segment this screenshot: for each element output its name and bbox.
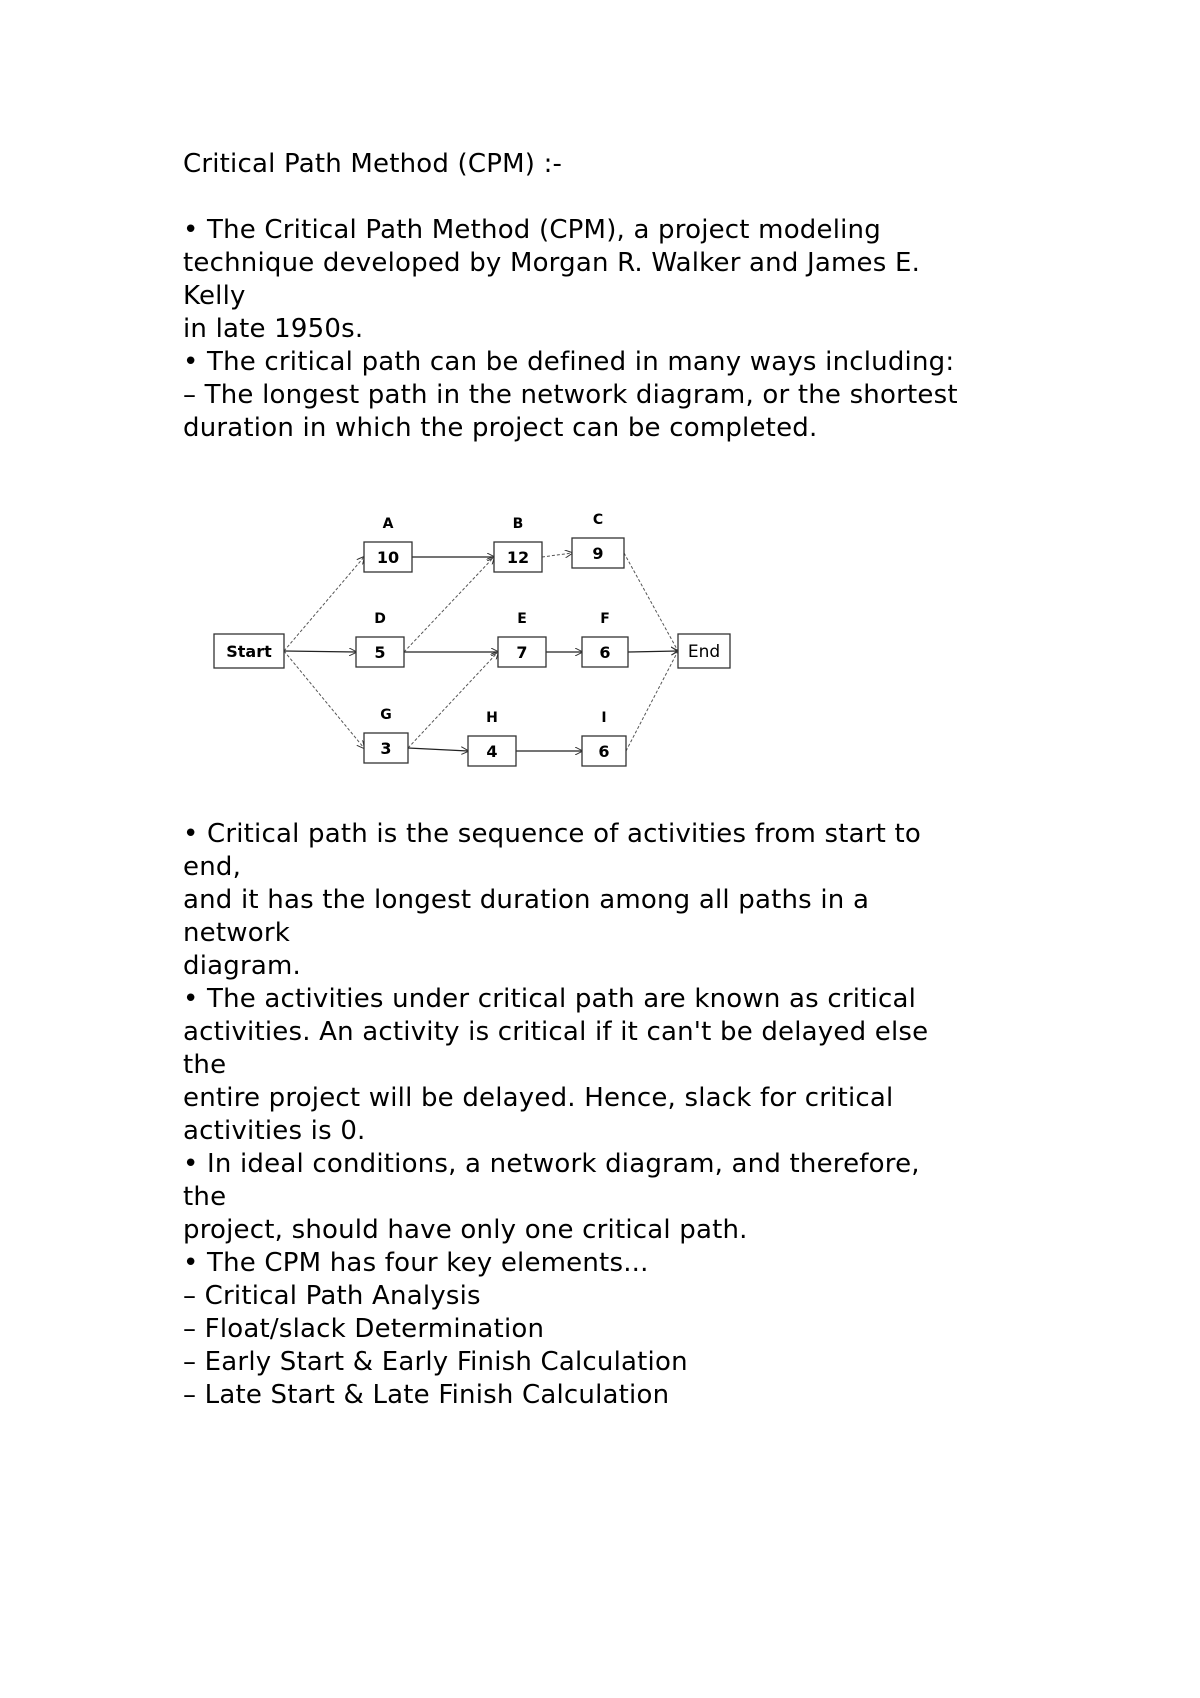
activity-label-d: D xyxy=(374,611,386,627)
activity-label-c: C xyxy=(592,512,604,528)
body-line: • The activities under critical path are known as critical xyxy=(183,984,917,1014)
activity-label-f: F xyxy=(600,611,610,627)
intro-line: technique developed by Morgan R. Walker and James E. xyxy=(183,248,921,278)
node-end xyxy=(678,634,730,668)
body-line: the xyxy=(183,1182,227,1212)
body-line: network xyxy=(183,918,290,948)
edge-d-b xyxy=(404,557,494,652)
document-title: Critical Path Method (CPM) :- xyxy=(183,149,563,179)
node-g xyxy=(364,733,408,763)
body-line: entire project will be delayed. Hence, slack for critical xyxy=(183,1083,894,1113)
terminal-label: End xyxy=(687,642,721,662)
body-line: – Float/slack Determination xyxy=(183,1314,545,1344)
body-line: • In ideal conditions, a network diagram, and therefore, xyxy=(183,1149,920,1179)
activity-duration: 3 xyxy=(380,739,392,758)
body-line: project, should have only one critical path. xyxy=(183,1215,748,1245)
body-line: • Critical path is the sequence of activities from start to xyxy=(183,819,921,849)
body-line: activities. An activity is critical if it can't be delayed else xyxy=(183,1017,929,1047)
body-line: and it has the longest duration among all paths in a xyxy=(183,885,870,915)
node-d xyxy=(356,637,404,667)
node-b xyxy=(494,542,542,572)
node-i xyxy=(582,736,626,766)
activity-duration: 7 xyxy=(516,643,528,662)
intro-line: Kelly xyxy=(183,281,246,311)
edge-start-g xyxy=(284,651,364,748)
edge-start-d xyxy=(284,651,356,652)
cpm-network-diagram xyxy=(200,500,760,780)
node-f xyxy=(582,637,628,667)
activity-label-a: A xyxy=(382,516,394,532)
edge-start-a xyxy=(284,557,364,651)
edge-c-end xyxy=(624,553,678,651)
activity-duration: 5 xyxy=(374,643,386,662)
activity-label-g: G xyxy=(380,707,392,723)
activity-duration: 6 xyxy=(598,742,610,761)
body-line: • The CPM has four key elements... xyxy=(183,1248,649,1278)
node-h xyxy=(468,736,516,766)
node-c xyxy=(572,538,624,568)
activity-duration: 9 xyxy=(592,544,604,563)
intro-line: – The longest path in the network diagram, or the shortest xyxy=(183,380,958,410)
body-line: diagram. xyxy=(183,951,301,981)
edge-b-c xyxy=(542,553,572,557)
activity-label-i: I xyxy=(601,710,607,726)
body-line: activities is 0. xyxy=(183,1116,366,1146)
terminal-label: Start xyxy=(226,642,272,661)
activity-duration: 4 xyxy=(486,742,498,761)
body-line: – Early Start & Early Finish Calculation xyxy=(183,1347,688,1377)
activity-label-e: E xyxy=(517,611,527,627)
node-a xyxy=(364,542,412,572)
activity-label-h: H xyxy=(486,710,498,726)
body-line: – Critical Path Analysis xyxy=(183,1281,481,1311)
activity-label-b: B xyxy=(512,516,524,532)
intro-line: duration in which the project can be completed. xyxy=(183,413,818,443)
edge-f-end xyxy=(628,651,678,652)
edge-i-end xyxy=(626,651,678,751)
node-e xyxy=(498,637,546,667)
body-line: end, xyxy=(183,852,242,882)
intro-line: in late 1950s. xyxy=(183,314,364,344)
edge-g-e xyxy=(408,652,498,748)
activity-duration: 10 xyxy=(376,548,400,567)
activity-duration: 12 xyxy=(506,548,530,567)
activity-duration: 6 xyxy=(599,643,611,662)
body-line: the xyxy=(183,1050,227,1080)
edge-g-h xyxy=(408,748,468,751)
intro-line: • The critical path can be defined in many ways including: xyxy=(183,347,955,377)
node-start xyxy=(214,634,284,668)
intro-line: • The Critical Path Method (CPM), a project modeling xyxy=(183,215,881,245)
body-line: – Late Start & Late Finish Calculation xyxy=(183,1380,670,1410)
